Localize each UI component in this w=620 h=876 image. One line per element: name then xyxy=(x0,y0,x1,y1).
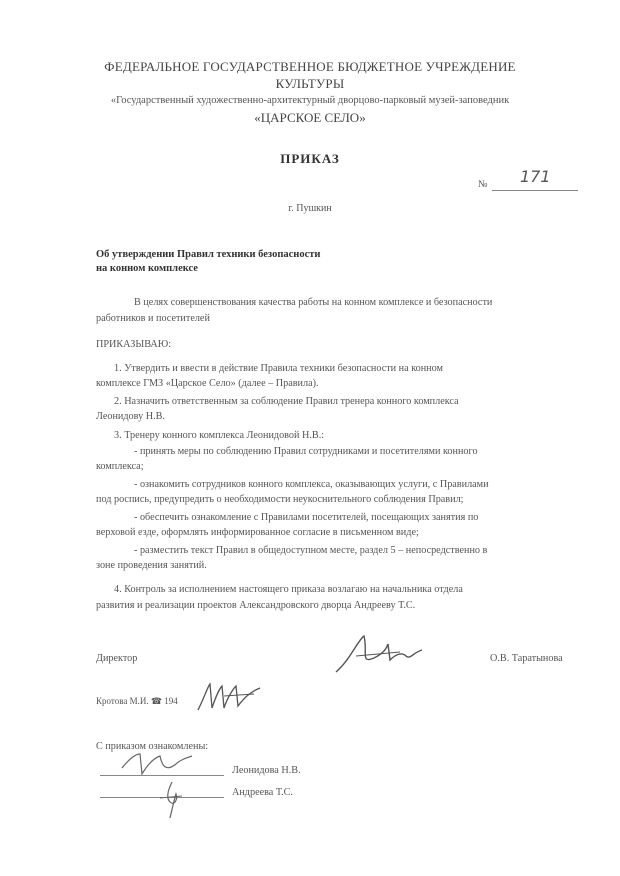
item-3c-line1: - обеспечить ознакомление с Правилами посетителей, посещающих занятия по xyxy=(134,512,479,523)
person2-name: Андреева Т.С. xyxy=(232,787,293,798)
org-name-line2: КУЛЬТУРЫ xyxy=(275,76,345,91)
item-3a-line1: - принять меры по соблюдению Правил сотрудниками и посетителями конного xyxy=(134,446,478,457)
item-1-line1: 1. Утвердить и ввести в действие Правила техники безопасности на конном xyxy=(114,363,443,374)
item-3a-line2: комплекса; xyxy=(96,461,144,472)
director-signature-icon xyxy=(330,630,430,680)
item-3d-line2: зоне проведения занятий. xyxy=(96,560,207,571)
document-title: ПРИКАЗ xyxy=(280,151,340,166)
item-2-line2: Леонидову Н.В. xyxy=(96,411,165,422)
preamble-line2: работников и посетителей xyxy=(96,313,210,324)
person1-name: Леонидова Н.В. xyxy=(232,765,301,776)
director-name: О.В. Таратынова xyxy=(490,653,563,664)
item-3b-line1: - ознакомить сотрудников конного комплекса, оказывающих услуги, с Правилами xyxy=(134,479,489,490)
item-4-line2: развития и реализации проектов Александровского дворца Андрееву Т.С. xyxy=(96,600,416,611)
order-number-underline xyxy=(492,190,578,191)
subject-line1: Об утверждении Правил техники безопасности xyxy=(96,249,321,260)
item-3b-line2: под роспись, предупредить о необходимости неукоснительного соблюдения Правил; xyxy=(96,494,464,505)
city: г. Пушкин xyxy=(288,203,332,214)
executor-signature-icon xyxy=(194,678,264,718)
person2-signature-icon xyxy=(152,778,192,822)
order-word: ПРИКАЗЫВАЮ: xyxy=(96,339,172,350)
item-3c-line2: верховой езде, оформлять информированное согласие в письменном виде; xyxy=(96,527,419,538)
item-1-line2: комплексе ГМЗ «Царское Село» (далее – Правила). xyxy=(96,378,319,389)
item-4-line1: 4. Контроль за исполнением настоящего приказа возлагаю на начальника отдела xyxy=(114,584,463,595)
order-number-handwritten: 171 xyxy=(520,167,551,186)
subject-line2: на конном комплексе xyxy=(96,263,198,274)
org-name-line3: «Государственный художественно-архитектурный дворцово-парковый музей-заповедник xyxy=(110,95,510,106)
org-name-line4: «ЦАРСКОЕ СЕЛО» xyxy=(254,110,366,125)
item-2-line1: 2. Назначить ответственным за соблюдение Правил тренера конного комплекса xyxy=(114,396,459,407)
item-3d-line1: - разместить текст Правил в общедоступном месте, раздел 5 – непосредственно в xyxy=(134,545,488,556)
item-3-line1: 3. Тренеру конного комплекса Леонидовой Н.В.: xyxy=(114,430,325,441)
org-name-line1: ФЕДЕРАЛЬНОЕ ГОСУДАРСТВЕННОЕ БЮДЖЕТНОЕ УЧРЕЖДЕНИЕ xyxy=(104,59,516,74)
executor-info: Кротова М.И. ☎ 194 xyxy=(96,696,178,706)
order-number-label: № xyxy=(478,179,488,190)
acknowledgement-label: С приказом ознакомлены: xyxy=(96,741,209,752)
director-label: Директор xyxy=(96,653,138,664)
preamble-line1: В целях совершенствования качества работы на конном комплексе и безопасности xyxy=(134,297,493,308)
